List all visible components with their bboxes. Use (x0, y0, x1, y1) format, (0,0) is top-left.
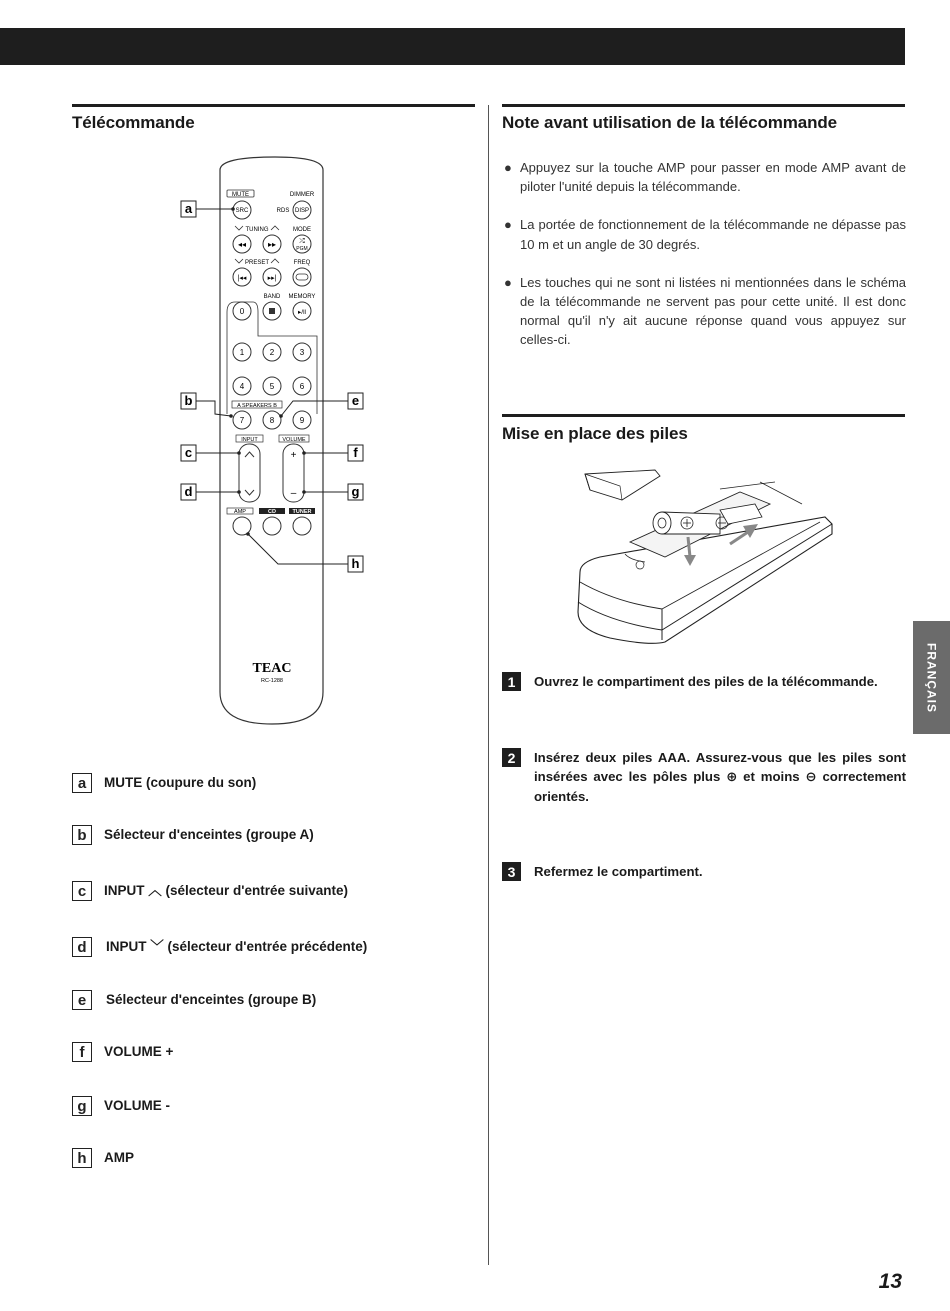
legend-key-g: g (72, 1096, 92, 1116)
note-bullet-text: La portée de fonctionnement de la télécommande ne dépasse pas 10 m et un angle de 30 degrés. (520, 217, 906, 252)
note-bullet (504, 215, 906, 253)
brand-logo: TEAC (252, 661, 292, 676)
legend-text-h: AMP (104, 1150, 134, 1165)
legend-key-b: b (72, 825, 92, 845)
legend-item-f (72, 1042, 173, 1062)
legend-text-e: Sélecteur d'enceintes (groupe B) (106, 992, 317, 1007)
legend-text-g: VOLUME - (104, 1098, 170, 1113)
tuning-label: TUNING (245, 227, 269, 233)
digit-6-label: 6 (299, 382, 305, 391)
battery-section-title: Mise en place des piles (502, 424, 688, 443)
note-bullet-text: Les touches qui ne sont ni listées ni mentionnées dans le schéma de la télécommande ne servent pas pour cette unité. Il est donc normal qu'il n'y ait aucune réponse quand vous appuyez sur celles-ci. (520, 274, 906, 348)
legend-text-d: INPUT ﹀ (sélecteur d'entrée précédente) (106, 939, 368, 954)
cd-button[interactable] (263, 517, 281, 535)
battery-svg (570, 462, 840, 652)
legend-key-a: a (72, 773, 92, 793)
legend-key-e: e (72, 990, 92, 1010)
callout-c: c (184, 445, 193, 460)
digit-8-label: 8 (269, 416, 275, 425)
volume-minus-icon: – (290, 488, 297, 499)
remote-section-title: Télécommande (72, 113, 195, 132)
callout-e: e (351, 393, 360, 408)
tuner-label: TUNER (292, 509, 312, 515)
left-section-rule (72, 104, 475, 107)
step-3 (502, 862, 906, 881)
forward-icon: ▸▸ (267, 240, 277, 249)
legend-item-b (72, 825, 314, 845)
callout-b: b (184, 393, 193, 408)
remote-svg (175, 152, 375, 732)
note-bullet (504, 273, 906, 350)
preset-label: PRESET (244, 260, 270, 266)
legend-item-c (72, 881, 348, 901)
step-2 (502, 748, 906, 806)
step-text-3: Refermez le compartiment. (534, 864, 703, 879)
legend-key-f: f (72, 1042, 92, 1062)
shuffle-icon: ⤮ (299, 238, 305, 245)
pgm-label: PGM (296, 246, 308, 252)
mute-label: MUTE (232, 192, 249, 198)
amp-label: AMP (234, 509, 246, 515)
top-header-bar (0, 28, 905, 65)
cd-label: CD (268, 509, 276, 515)
note-bullet (504, 158, 906, 196)
volume-label: VOLUME (282, 437, 306, 443)
bullet-dot-icon: ● (504, 274, 512, 290)
note-bullet-text: Appuyez sur la touche AMP pour passer en mode AMP avant de piloter l'unité depuis la télécommande. (520, 160, 906, 195)
note-section-title: Note avant utilisation de la télécommande (502, 113, 838, 132)
bullet-dot-icon: ● (504, 217, 512, 233)
callout-f: f (353, 445, 358, 460)
legend-key-d: d (72, 937, 92, 957)
step-1 (502, 672, 906, 691)
column-divider (488, 105, 489, 1265)
disp-label: DISP (294, 208, 310, 214)
digit-4-label: 4 (239, 382, 245, 391)
mode-label: MODE (293, 227, 311, 233)
note-bullet-list (504, 158, 906, 369)
battery-installation-illustration (570, 462, 840, 652)
play-pause-icon: ▸/ll (298, 309, 306, 316)
digit-7-label: 7 (239, 416, 245, 425)
language-side-tab (913, 621, 950, 734)
callout-h: h (351, 556, 360, 571)
legend-key-c: c (72, 881, 92, 901)
digit-2-label: 2 (269, 348, 275, 357)
digit-3-label: 3 (299, 348, 305, 357)
tuner-button[interactable] (293, 517, 311, 535)
callout-g: g (351, 484, 360, 499)
dimmer-label: DIMMER (289, 192, 315, 198)
legend-text-b: Sélecteur d'enceintes (groupe A) (104, 827, 314, 842)
language-tab-label: FRANÇAIS (924, 642, 939, 713)
src-label: SRC (235, 208, 249, 214)
battery-cover-lid (585, 470, 660, 500)
band-label: BAND (263, 294, 281, 300)
page-number: 13 (878, 1270, 902, 1293)
step-number-2: 2 (502, 748, 521, 767)
legend-text-f: VOLUME + (104, 1044, 174, 1059)
volume-plus-icon: + (290, 450, 297, 461)
digit-1-label: 1 (239, 348, 245, 357)
step-text-2: Insérez deux piles AAA. Assurez-vous que les piles sont insérées avec les pôles plus ⊕ et moins ⊖ correctement orientés. (534, 750, 906, 804)
battery-section-rule (502, 414, 905, 417)
rewind-icon: ◂◂ (237, 240, 247, 249)
digit-0-label: 0 (239, 307, 245, 316)
callout-a: a (184, 201, 193, 216)
legend-item-a (72, 773, 256, 793)
rds-label: RDS (276, 208, 290, 214)
legend-item-h (72, 1148, 134, 1168)
legend-key-h: h (72, 1148, 92, 1168)
skip-back-icon: |◂◂ (237, 275, 247, 282)
step-number-3: 3 (502, 862, 521, 881)
step-text-1: Ouvrez le compartiment des piles de la télécommande. (534, 674, 878, 689)
note-section-rule (502, 104, 905, 107)
legend-item-d (72, 937, 367, 957)
insert-arrow-icon (688, 537, 690, 557)
freq-label: FREQ (293, 260, 311, 266)
speakers-label: A SPEAKERS B (237, 403, 277, 409)
digit-5-label: 5 (269, 382, 275, 391)
callout-d: d (184, 484, 193, 499)
model-label: RC-1288 (260, 678, 284, 684)
legend-text-c: INPUT ︿ (sélecteur d'entrée suivante) (104, 883, 349, 898)
digit-9-label: 9 (299, 416, 305, 425)
legend-text-a: MUTE (coupure du son) (104, 775, 257, 790)
bullet-dot-icon: ● (504, 160, 512, 175)
memory-label: MEMORY (288, 294, 316, 300)
legend-item-e (72, 990, 316, 1010)
input-label: INPUT (241, 437, 258, 443)
remote-control-diagram (175, 152, 375, 732)
skip-forward-icon: ▸▸| (267, 275, 277, 282)
stop-icon (269, 308, 275, 314)
step-number-1: 1 (502, 672, 521, 691)
legend-item-g (72, 1096, 170, 1116)
